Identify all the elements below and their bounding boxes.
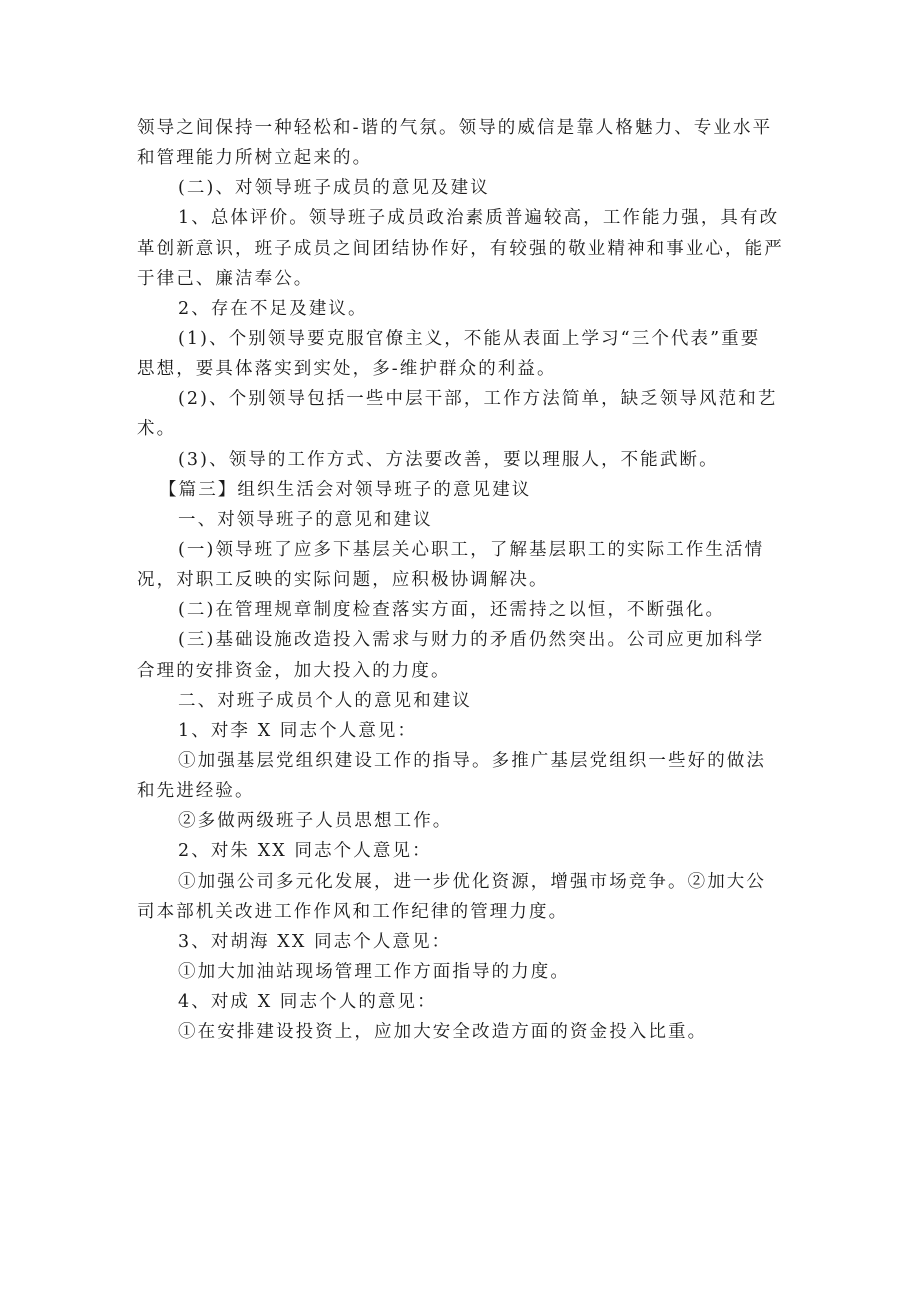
- body-line: 4、对成 X 同志个人的意见：: [178, 992, 437, 1013]
- body-line: (3)、领导的工作方式、方法要改善，要以理服人，不能武断。: [178, 449, 719, 470]
- body-line: 革创新意识，班子成员之间团结协作好，有较强的敬业精神和事业心，能严: [137, 238, 784, 259]
- body-line: 合理的安排资金，加大投入的力度。: [137, 660, 451, 681]
- body-line: ②多做两级班子人员思想工作。: [178, 811, 453, 832]
- body-line: 术。: [137, 419, 177, 440]
- body-line: 2、存在不足及建议。: [178, 298, 368, 319]
- section-heading: (二)、对领导班子成员的意见及建议: [178, 178, 490, 199]
- body-line: (2)、个别领导包括一些中层干部，工作方法简单，缺乏领导风范和艺: [178, 389, 778, 410]
- body-line: (1)、个别领导要克服官僚主义，不能从表面上学习“三个代表”重要: [178, 328, 761, 349]
- body-line: ①在安排建设投资上，应加大安全改造方面的资金投入比重。: [178, 1022, 708, 1043]
- body-line: 和管理能力所树立起来的。: [137, 148, 373, 169]
- chapter-heading: 【篇三】组织生活会对领导班子的意见建议: [159, 479, 532, 500]
- body-line: ①加强基层党组织建设工作的指导。多推广基层党组织一些好的做法: [178, 750, 766, 771]
- section-heading: 一、对领导班子的意见和建议: [178, 509, 433, 530]
- body-line: 2、对朱 XX 同志个人意见：: [178, 841, 432, 862]
- document-body: [137, 113, 797, 1047]
- body-line: 于律己、廉洁奉公。: [137, 268, 314, 289]
- body-line: (二)在管理规章制度检查落实方面，还需持之以恒，不断强化。: [178, 600, 726, 621]
- body-line: (一)领导班了应多下基层关心职工，了解基层职工的实际工作生活情: [178, 539, 765, 560]
- section-heading: 二、对班子成员个人的意见和建议: [178, 690, 472, 711]
- body-line: (三)基础设施改造投入需求与财力的矛盾仍然突出。公司应更加科学: [178, 630, 765, 651]
- body-line: 和先进经验。: [137, 781, 255, 802]
- body-line: 3、对胡海 XX 同志个人意见：: [178, 931, 452, 952]
- body-line: 思想，要具体落实到实处，多-维护群众的利益。: [137, 359, 557, 380]
- body-line: ①加强公司多元化发展，进一步优化资源，增强市场竞争。②加大公: [178, 871, 766, 892]
- body-line: ①加大加油站现场管理工作方面指导的力度。: [178, 961, 570, 982]
- body-line: 司本部机关改进工作作风和工作纪律的管理力度。: [137, 901, 569, 922]
- body-line: 1、对李 X 同志个人意见：: [178, 720, 418, 741]
- body-line: 况，对职工反映的实际问题，应积极协调解决。: [137, 570, 549, 591]
- body-line: 1、总体评价。领导班子成员政治素质普遍较高，工作能力强，具有改: [178, 208, 780, 229]
- body-line: 领导之间保持一种轻松和-谐的气氛。领导的威信是靠人格魅力、专业水平: [137, 118, 773, 138]
